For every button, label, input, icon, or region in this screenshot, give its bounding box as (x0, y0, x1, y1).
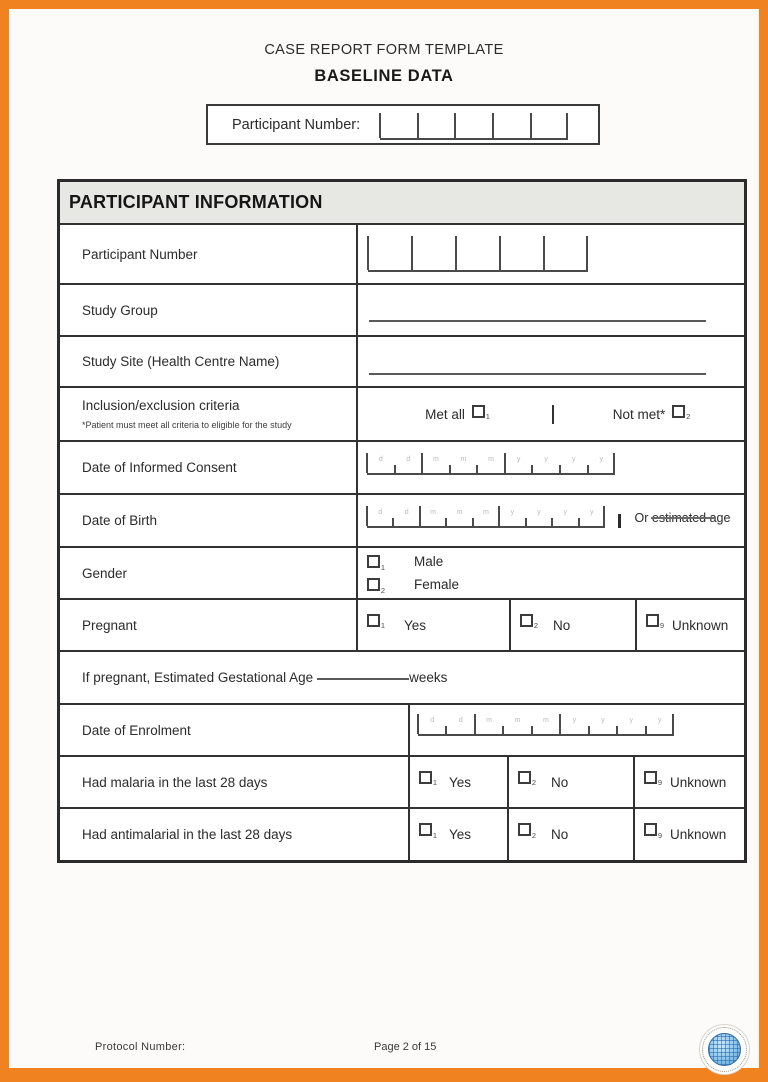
row-gender (60, 546, 744, 598)
malaria-unknown-label: Unknown (670, 774, 727, 790)
informed-consent-label: Date of Informed Consent (82, 460, 237, 475)
gender-female-option (358, 577, 744, 595)
estimated-age-cell (621, 510, 744, 525)
antimalarial-no-checkbox[interactable]: 2 (518, 823, 531, 836)
female-label: Female (414, 577, 460, 592)
row-study-group (60, 283, 744, 335)
gestational-age-suffix: weeks (409, 670, 448, 685)
enrolment-label: Date of Enrolment (82, 722, 191, 738)
pregnant-no-label: No (553, 617, 571, 633)
antimalarial-no-cell (509, 809, 635, 860)
inclusion-not-met-cell (554, 405, 744, 424)
malaria-no-checkbox[interactable]: 2 (518, 771, 531, 784)
inclusion-label: Inclusion/exclusion criteria (82, 398, 240, 413)
estimated-age-label: Or estimated age (634, 510, 731, 525)
seal-text-ring (702, 1027, 747, 1072)
malaria-unknown-cell (635, 757, 744, 807)
pregnant-no-checkbox[interactable]: 2 (520, 614, 533, 627)
informed-consent-date-field[interactable]: d d m m m y y y y (367, 453, 615, 475)
malaria-unknown-checkbox[interactable]: 9 (644, 771, 657, 784)
pregnant-no-cell (511, 600, 637, 650)
date-of-birth-label: Date of Birth (82, 513, 158, 528)
antimalarial-unknown-cell (635, 809, 744, 860)
row-inclusion-criteria (60, 386, 744, 440)
participant-number-field[interactable] (368, 236, 588, 272)
pregnant-yes-checkbox[interactable]: 1 (367, 614, 380, 627)
met-all-checkbox[interactable]: 1 (472, 405, 485, 418)
male-label: Male (414, 554, 444, 569)
malaria-no-label: No (551, 774, 569, 790)
pregnant-unknown-cell (637, 600, 744, 650)
gestational-age-prefix: If pregnant, Estimated Gestational Age (82, 670, 314, 685)
row-date-of-birth (60, 493, 744, 546)
malaria-no-cell (509, 757, 635, 807)
study-group-input[interactable] (369, 320, 706, 322)
row-pregnant (60, 598, 744, 650)
had-antimalarial-label: Had antimalarial in the last 28 days (82, 827, 293, 842)
section-header: PARTICIPANT INFORMATION (60, 182, 744, 223)
gestational-age-input[interactable] (317, 678, 409, 680)
met-all-label: Met all (425, 406, 465, 422)
estimated-age-input[interactable] (651, 517, 715, 519)
not-met-checkbox[interactable]: 2 (672, 405, 685, 418)
participant-number-row-label: Participant Number (82, 246, 198, 262)
enrolment-date-field[interactable]: d d m m m y y y y (418, 714, 674, 736)
row-had-malaria (60, 755, 744, 807)
row-gestational-age (60, 650, 744, 703)
antimalarial-yes-cell (410, 809, 509, 860)
date-of-birth-date-field[interactable]: d d m m m y y y y (367, 506, 605, 528)
inclusion-met-all-cell (358, 405, 554, 424)
protocol-number-label: Protocol Number: (95, 1041, 186, 1053)
malaria-yes-label: Yes (449, 774, 472, 790)
study-group-label: Study Group (82, 302, 158, 318)
study-site-input[interactable] (369, 373, 706, 375)
row-study-site (60, 335, 744, 386)
pregnant-unknown-label: Unknown (672, 617, 729, 633)
malaria-yes-cell (410, 757, 509, 807)
gender-male-option (358, 554, 744, 572)
organization-seal-logo (699, 1024, 750, 1075)
pregnant-label: Pregnant (82, 617, 137, 633)
inclusion-note: *Patient must meet all criteria to eligible for the study (82, 420, 292, 430)
row-date-of-enrolment (60, 703, 744, 755)
participant-information-table (57, 179, 747, 863)
row-had-antimalarial (60, 807, 744, 860)
male-checkbox[interactable]: 1 (367, 555, 380, 568)
antimalarial-unknown-checkbox[interactable]: 9 (644, 823, 657, 836)
antimalarial-unknown-label: Unknown (670, 827, 727, 842)
pregnant-yes-cell (358, 600, 511, 650)
participant-number-box (206, 104, 600, 145)
participant-number-input[interactable] (380, 113, 568, 140)
page-number: Page 2 of 15 (374, 1041, 437, 1053)
pregnant-unknown-checkbox[interactable]: 9 (646, 614, 659, 627)
pregnant-yes-label: Yes (404, 617, 427, 633)
form-title: CASE REPORT FORM TEMPLATE (264, 42, 504, 58)
form-subtitle: BASELINE DATA (314, 67, 454, 85)
antimalarial-no-label: No (551, 827, 569, 842)
gender-label: Gender (82, 565, 128, 581)
not-met-label: Not met* (612, 406, 666, 422)
had-malaria-label: Had malaria in the last 28 days (82, 774, 268, 790)
participant-number-label: Participant Number: (232, 116, 361, 133)
antimalarial-yes-checkbox[interactable]: 1 (419, 823, 432, 836)
row-participant-number (60, 223, 744, 283)
antimalarial-yes-label: Yes (449, 827, 472, 842)
study-site-label: Study Site (Health Centre Name) (82, 354, 280, 369)
female-checkbox[interactable]: 2 (367, 578, 380, 591)
malaria-yes-checkbox[interactable]: 1 (419, 771, 432, 784)
row-informed-consent (60, 440, 744, 493)
